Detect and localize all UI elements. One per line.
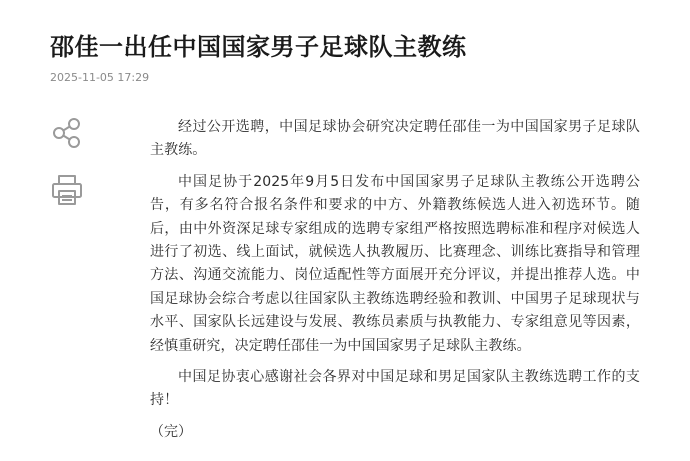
article-body: [150, 116, 640, 443]
printer-icon[interactable]: [50, 173, 84, 207]
publish-time: 2025-11-05 17:29: [50, 71, 150, 84]
article-title: 邵佳一出任中国国家男子足球队主教练: [50, 33, 467, 61]
article-paragraph: 中国足协于2025年9月5日发布中国国家男子足球队主教练公开选聘公告，有多名符合报名条件和要求的中方、外籍教练候选人进入初选环节。随后，由中外资深足球专家组成的选聘专家组严格按照选聘标准和程序对候选人进行了初选、线上面试，就候选人执教履历、比赛理念、训练比赛指导和管理方法、沟通交流能力、岗位适配性等方面展开充分评议，并提出推荐人选。中国足球协会综合考虑以往国家队主教练选聘经验和教训、中国男子足球现状与水平、国家队长远建设与发展、教练员素质与执教能力、专家组意见等因素，经慎重研究，决定聘任邵佳一为中国国家男子足球队主教练。: [150, 173, 640, 354]
article-paragraph: 经过公开选聘，中国足球协会研究决定聘任邵佳一为中国国家男子足球队主教练。: [150, 119, 640, 159]
share-icon[interactable]: [50, 116, 84, 150]
article-paragraph: 中国足协衷心感谢社会各界对中国足球和男足国家队主教练选聘工作的支持！: [150, 369, 640, 409]
article-end-mark: （完）: [150, 423, 192, 440]
